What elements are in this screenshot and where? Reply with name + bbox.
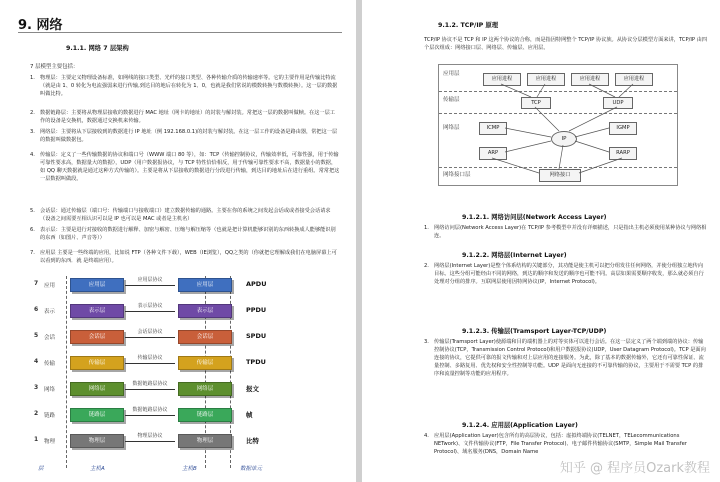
subsection-title: 9.1.2.1. 网络访问层(Network Access Layer) bbox=[462, 214, 607, 221]
layer-short-name: 会话 bbox=[44, 335, 56, 341]
list-item: 4. 传输层：定义了一些传输数据的协议和端口号（WWW 端口 80 等），如：TCP（传输控制协议，传输效率低，可靠性强，用于传输可靠性要求高，数据量大的数据），UDP（用户数据报协议，与 TCP 特性恰恰相反，用于传输可靠性要求不高，数据量小的数据，如 QQ 聊天数据就是通过这种方式传输的）。主要是将从下层接收的数据进行分段进行传输，到达目的地址后在进行重组。常常把这一层数据叫做段。 bbox=[30, 152, 340, 183]
list-item: 4. 应用层(Application Layer)包含所有的高层协议，包括：虚拟终端协议(TELNET，TELecommunications NETwork)、文件传输协议(FTP，File Transfer Protocol)、电子邮件传输协议(SMTP，Simple Mail Transfer Protocol)、域名服务(DNS，Domain Name bbox=[424, 433, 687, 456]
app-process-box: 应用进程 bbox=[527, 73, 565, 86]
host-a-layer-box: 链路层 bbox=[70, 408, 124, 422]
subsection-title: 9.1.2.2. 网络层(Internet Layer) bbox=[462, 252, 567, 259]
list-item: 3. 传输层(Tramsport Layer)使源端和目的端机器上的对等实体可以进行会话。在这一层定义了两个端到端的协议：传输控制协议(TCP，Transmission Control Protocol)和用户数据报协议(UDP，User Datagram Protocol)。TCP 是面向连接的协议，它提供可靠的报文传输和对上层应用的连接服务。为此，除了基本的数据传输外，它还有可靠性保证、流量控制、多路复用、优先权和安全性控制等功能。UDP 是面向无连接的不可靠传输的协议，主要用于不需要 TCP 的排序和流量控制等功能的应用程序。 bbox=[424, 339, 706, 378]
footer-host-a: 主机A bbox=[90, 466, 105, 472]
list-item: 7. 应用层 主要是一些终端的应用，比如说 FTP（各种文件下载），WEB（IE浏览），QQ之类的（你就把它理解成我们在电脑屏幕上可以看到的东西．就 是终端应用）。 bbox=[30, 250, 337, 265]
host-b-layer-box: 传输层 bbox=[178, 356, 232, 370]
protocol-arrow bbox=[125, 337, 175, 338]
list-item: 5. 会话层：通过传输层（端口号：传输端口与接收端口）建立数据传输的通路。主要在你的系统之间发起会话或或者接受会话请求（设备之间需要互相认识可以是 IP 也可以是 MAC 或者是主机名） bbox=[30, 208, 331, 223]
host-a-layer-box: 应用层 bbox=[70, 278, 124, 292]
pdu-label: SPDU bbox=[246, 332, 267, 340]
layer-number: 2 bbox=[34, 410, 39, 417]
layer-number: 5 bbox=[34, 332, 39, 339]
tcp-box: TCP bbox=[521, 97, 551, 109]
layer-short-name: 物理 bbox=[44, 439, 56, 445]
footer-data-unit: 数据单元 bbox=[240, 466, 263, 472]
band-label: 网络层 bbox=[443, 125, 460, 131]
host-b-layer-box: 物理层 bbox=[178, 434, 232, 448]
pdu-label: TPDU bbox=[246, 358, 266, 366]
protocol-label: 会话层协议 bbox=[137, 329, 163, 335]
layer-number: 3 bbox=[34, 384, 39, 391]
host-a-layer-box: 会话层 bbox=[70, 330, 124, 344]
intro-text: 7 层模型主要包括： bbox=[30, 64, 79, 70]
network-interface-box: 网络接口 bbox=[539, 169, 581, 182]
protocol-label: 表示层协议 bbox=[137, 303, 163, 309]
left-page bbox=[0, 0, 356, 482]
intro-text: TCP/IP 协议不是 TCP 和 IP 这两个协议的合称，而是指因特网整个 TCP/IP 协议族。从协议分层模型方面来讲，TCP/IP 由四个层次组成：网络接口层、网络层、传输层、应用层。 bbox=[424, 37, 708, 52]
list-item: 1. 网络访问层(Network Access Layer)在 TCP/IP 参考模型中并没有详细描述，只是指出主机必须使用某种协议与网络相连。 bbox=[424, 225, 707, 240]
layer-short-name: 应用 bbox=[44, 283, 56, 289]
layer-number: 4 bbox=[34, 358, 39, 365]
protocol-label: 传输层协议 bbox=[137, 355, 163, 361]
layer-number: 6 bbox=[34, 306, 39, 313]
chapter-rule bbox=[18, 32, 342, 33]
protocol-label: 应用层协议 bbox=[137, 277, 163, 283]
pdu-label: PPDU bbox=[246, 306, 267, 314]
layer-number: 7 bbox=[34, 280, 39, 287]
section-title: 9.1.1. 网络 7 层架构 bbox=[66, 45, 129, 52]
host-a-layer-box: 物理层 bbox=[70, 434, 124, 448]
pdu-label: 比特 bbox=[246, 437, 259, 445]
list-item: 1. 物理层：主要定义物理设备标准，如网线的接口类型、光纤的接口类型、各种传输介质的传输速率等。它的主要作用是传输比特流（就是由 1、0 转化为电流强弱来进行传输,到达目的地后在转化为 1、0，也就是我们常说的模数转换与数模转换）。这一层的数据叫做比特。 bbox=[30, 75, 338, 98]
section-title: 9.1.2. TCP/IP 原理 bbox=[438, 22, 499, 29]
app-process-box: 应用进程 bbox=[571, 73, 609, 86]
layer-number: 1 bbox=[34, 436, 39, 443]
footer-host-b: 主机B bbox=[182, 466, 197, 472]
host-a-layer-box: 网络层 bbox=[70, 382, 124, 396]
protocol-arrow bbox=[125, 285, 175, 286]
layer-short-name: 表示 bbox=[44, 309, 56, 315]
app-process-box: 应用进程 bbox=[615, 73, 653, 86]
protocol-label: 数据链路层协议 bbox=[132, 407, 168, 413]
layer-short-name: 传输 bbox=[44, 361, 56, 367]
host-a-layer-box: 传输层 bbox=[70, 356, 124, 370]
host-b-layer-box: 应用层 bbox=[178, 278, 232, 292]
icmp-box: ICMP bbox=[479, 122, 507, 135]
pdu-label: APDU bbox=[246, 280, 267, 288]
band-label: 传输层 bbox=[443, 97, 460, 103]
pdu-label: 帧 bbox=[246, 411, 253, 419]
protocol-arrow bbox=[125, 441, 175, 442]
protocol-label: 数据链路层协议 bbox=[132, 381, 168, 387]
pdu-label: 报文 bbox=[246, 385, 259, 393]
subsection-title: 9.1.2.3. 传输层(Tramsport Layer-TCP/UDP) bbox=[462, 328, 607, 335]
list-item: 2. 网络层(Internet Layer)是整个体系结构的关键部分，其功能是使主机可以把分组发往任何网络，并使分组独立地传向目标。这些分组可能经由不同的网络，到达的顺序和发送的顺序也可能不同。高层如果需要顺序收发，那么就必须自行处理对分组的排序。互联网层使用因特网协议(IP，Internet Protocol)。 bbox=[424, 263, 704, 286]
right-page bbox=[362, 0, 720, 482]
app-process-box: 应用进程 bbox=[483, 73, 521, 86]
igmp-box: IGMP bbox=[609, 122, 637, 135]
layer-short-name: 网络 bbox=[44, 387, 56, 393]
host-b-layer-box: 会话层 bbox=[178, 330, 232, 344]
list-item: 3. 网络层：主要将从下层接收到的数据进行 IP 地址（例 192.168.0.1)的封装与解封装。在这一层工作的设备是路由器，常把这一层的数据叫做数据包。 bbox=[30, 129, 338, 144]
protocol-arrow bbox=[125, 415, 175, 416]
host-b-layer-box: 网络层 bbox=[178, 382, 232, 396]
layer-short-name: 链路 bbox=[44, 413, 56, 419]
host-b-layer-box: 表示层 bbox=[178, 304, 232, 318]
protocol-arrow bbox=[125, 311, 175, 312]
band-label: 应用层 bbox=[443, 71, 460, 77]
arp-box: ARP bbox=[479, 147, 507, 160]
chapter-title: 9. 网络 bbox=[18, 18, 63, 33]
udp-box: UDP bbox=[603, 97, 633, 109]
watermark: 知乎 @ 程序员Ozark教程 bbox=[559, 461, 710, 476]
osi-diagram bbox=[30, 276, 346, 476]
ip-node: IP bbox=[551, 131, 577, 147]
diagram-connectors bbox=[439, 65, 677, 185]
list-item: 2. 数据链路层：主要将从物理层接收的数据进行 MAC 地址（网卡的地址）的封装与解封装。常把这一层的数据叫做帧。在这一层工作的设备是交换机，数据通过交换机来传输。 bbox=[30, 110, 335, 125]
subsection-title: 9.1.2.4. 应用层(Application Layer) bbox=[462, 422, 578, 429]
tcpip-diagram bbox=[438, 64, 678, 186]
footer-layer: 层 bbox=[38, 466, 44, 472]
rarp-box: RARP bbox=[609, 147, 637, 160]
host-b-layer-box: 链路层 bbox=[178, 408, 232, 422]
protocol-arrow bbox=[125, 389, 175, 390]
protocol-arrow bbox=[125, 363, 175, 364]
protocol-label: 物理层协议 bbox=[137, 433, 163, 439]
band-label: 网络接口层 bbox=[443, 172, 471, 178]
host-a-layer-box: 表示层 bbox=[70, 304, 124, 318]
list-item: 6. 表示层：主要是进行对接收的数据进行解释、加密与解密、压缩与解压缩等（也就是把计算机能够识别的东西转换成人能够能识别的东西（如图片、声音等）） bbox=[30, 227, 336, 242]
